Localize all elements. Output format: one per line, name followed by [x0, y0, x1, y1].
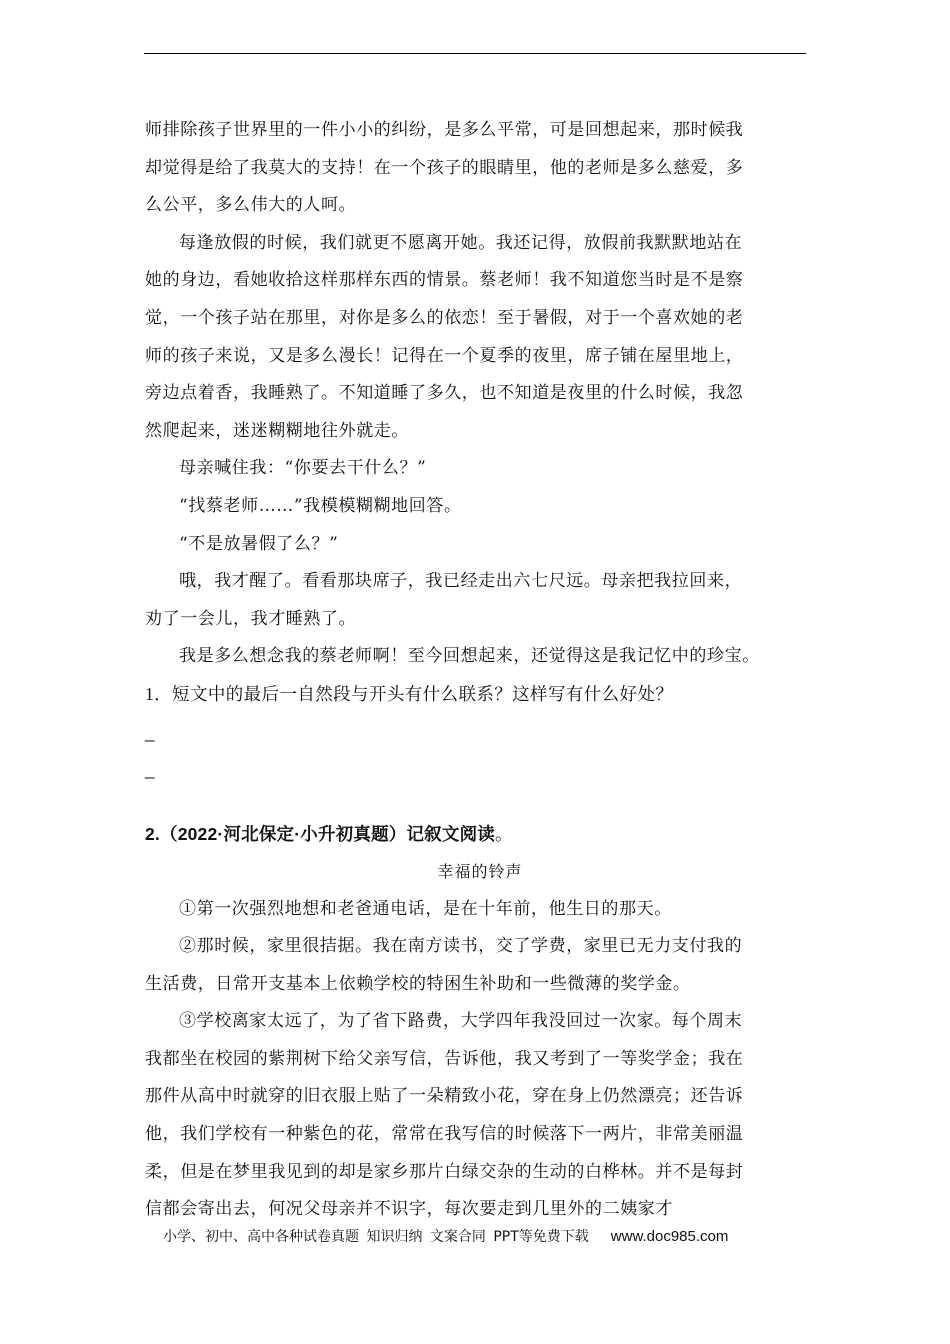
spacer	[145, 788, 815, 815]
paragraph-line: 哦，我才醒了。看看那块席子，我已经走出六七尺远。母亲把我拉回来，	[179, 571, 743, 592]
answer-blank: _	[145, 722, 155, 742]
paragraph-line: 然爬起来，迷迷糊糊地往外就走。	[145, 420, 409, 441]
answer-blank: _	[145, 759, 155, 779]
paragraph-line: 我都坐在校园的紫荆树下给父亲写信，告诉他，我又考到了一等奖学金；我在	[145, 1048, 744, 1069]
section-2-heading-text: 2.（2022·河北保定·小升初真题）记叙文阅读	[145, 823, 495, 844]
paragraph-line: 劝了一会儿，我才睡熟了。	[145, 608, 357, 629]
passage-title: 幸福的铃声	[437, 861, 523, 881]
dialogue-line: “不是放暑假了么？”	[179, 533, 339, 554]
document-body	[145, 112, 815, 1229]
paragraph-line: 信都会寄出去，何况父母亲并不识字，每次要走到几里外的二姨家才	[145, 1199, 673, 1220]
header-rule	[144, 53, 806, 54]
paragraph-line: 却觉得是给了我莫大的支持！在一个孩子的眼睛里，他的老师是多么慈爱，多	[145, 157, 744, 178]
paragraph-line: 师的孩子来说，又是多么漫长！记得在一个夏季的夜里，席子铺在屋里地上，	[145, 345, 744, 366]
paragraph-line: 她的身边，看她收拾这样那样东西的情景。蔡老师！我不知道您当时是不是察	[145, 270, 744, 291]
section-2-heading-tail: 。	[494, 824, 513, 845]
paragraph-line: 他，我们学校有一种紫色的花，常常在我写信的时候落下一两片，非常美丽温	[145, 1124, 744, 1145]
paragraph-line: 柔，但是在梦里我见到的却是家乡那片白绿交杂的生动的白桦林。并不是每封	[145, 1161, 744, 1182]
paragraph-line: ①第一次强烈地想和老爸通电话，是在十年前，他生日的那天。	[179, 898, 672, 919]
passage-2	[145, 891, 815, 1229]
footer-text: 小学、初中、高中各种试卷真题 知识归纳 文案合同 PPT等免费下载	[163, 1229, 589, 1245]
paragraph-line: 我是多么想念我的蔡老师啊！至今回想起来，还觉得这是我记忆中的珍宝。	[179, 646, 760, 667]
paragraph-line: 觉，一个孩子站在那里，对你是多么的依恋！至于暑假，对于一个喜欢她的老	[145, 307, 744, 328]
paragraph-line: 师排除孩子世界里的一件小小的纠纷，是多么平常，可是回想起来，那时候我	[145, 120, 744, 140]
dialogue-line: “找蔡老师……”我模模糊糊地回答。	[179, 495, 462, 516]
paragraph-line: 么公平，多么伟大的人呵。	[145, 195, 357, 216]
section-2-heading	[145, 815, 815, 853]
paragraph-line: 那件从高中时就穿的旧衣服上贴了一朵精致小花，穿在身上仍然漂亮；还告诉	[145, 1086, 744, 1107]
paragraph-line: ②那时候，家里很拮据。我在南方读书，交了学费，家里已无力支付我的	[179, 936, 743, 957]
paragraph-line: ③学校离家太远了，为了省下路费，大学四年我没回过一次家。每个周末	[179, 1011, 743, 1032]
footer-site-link[interactable]: www.doc985.com	[610, 1228, 729, 1245]
paragraph-line: 每逢放假的时候，我们就更不愿离开她。我还记得，放假前我默默地站在	[179, 232, 743, 253]
dialogue-line: 母亲喊住我：“你要去干什么？”	[179, 458, 427, 479]
passage-1	[145, 112, 815, 676]
paragraph-line: 旁边点着香，我睡熟了。不知道睡了多久，也不知道是夜里的什么时候，我忽	[145, 383, 744, 404]
page-footer	[163, 1226, 728, 1246]
question-1: 1．短文中的最后一自然段与开头有什么联系？这样写有什么好处？	[145, 683, 674, 704]
paragraph-line: 生活费，日常开支基本上依赖学校的特困生补助和一些微薄的奖学金。	[145, 973, 691, 994]
